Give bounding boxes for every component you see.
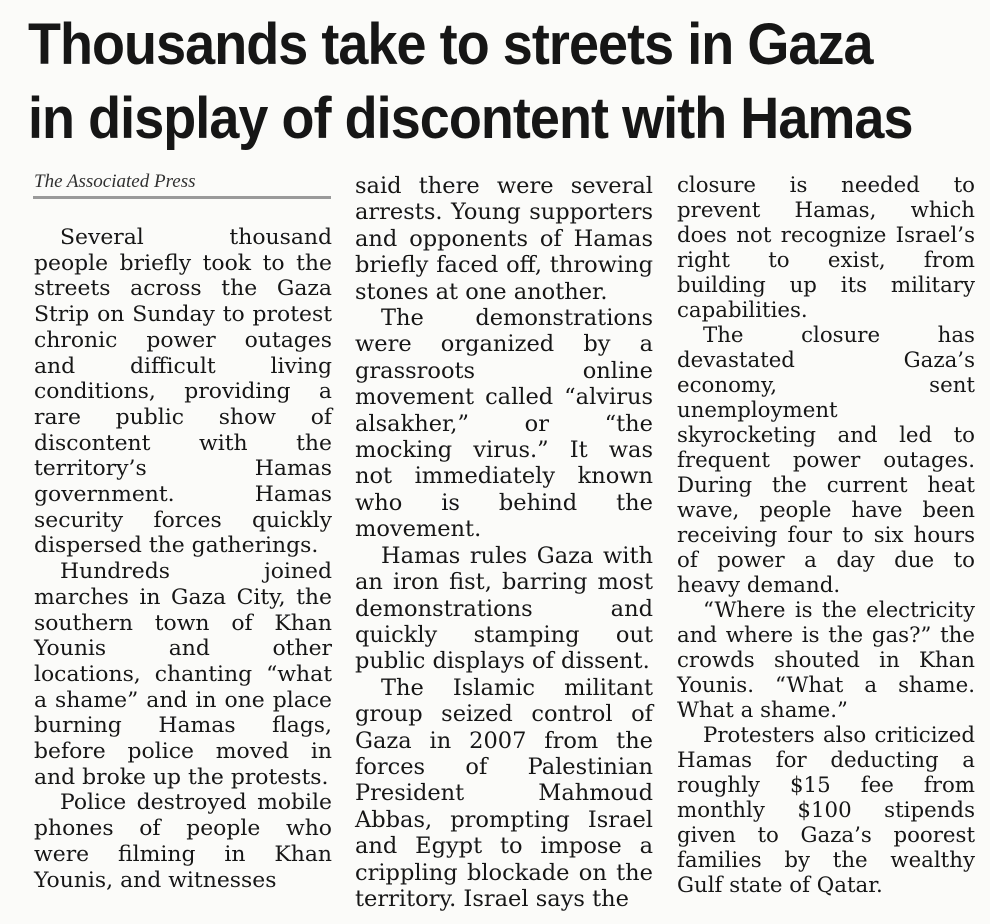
paragraph-5: Hamas rules Gaza with an iron fist, barring most demonstrations and quickly stamping out public displays of dissent. <box>355 542 653 675</box>
headline <box>28 8 912 156</box>
paragraph-3-continued: said there were several arrests. Young supporters and opponents of Hamas briefly faced off, throwing stones at one another. <box>355 173 653 305</box>
column-1 <box>34 225 332 893</box>
byline: The Associated Press <box>34 171 196 192</box>
column-3 <box>677 173 975 898</box>
paragraph-3: Police destroyed mobile phones of people who were filming in Khan Younis, and witnesses <box>34 790 332 893</box>
paragraph-9: Protesters also criticized Hamas for deducting a roughly $15 fee from monthly $100 stipends given to Gaza’s poorest families by the wealthy Gulf state of Qatar. <box>677 723 975 898</box>
paragraph-4: The demonstrations were organized by a grassroots online movement called “alvirus alsakher,” or “the mocking virus.” It was not immediately known who is behind the movement. <box>355 305 653 543</box>
paragraph-6-continued: closure is needed to prevent Hamas, which does not recognize Israel’s right to exist, from building up its military capabilities. <box>677 173 975 323</box>
paragraph-6: The Islamic militant group seized control of Gaza in 2007 from the forces of Palestinian President Mahmoud Abbas, prompting Israel and Egypt to impose a crippling blockade on the territory. Israel says the <box>355 674 653 912</box>
paragraph-8: “Where is the electricity and where is the gas?” the crowds shouted in Khan Younis. “What a shame. What a shame.” <box>677 598 975 723</box>
byline-rule <box>33 196 331 199</box>
paragraph-2: Hundreds joined marches in Gaza City, the southern town of Khan Younis and other locations, chanting “what a shame” and in one place burning Hamas flags, before police moved in and broke up the protests. <box>34 559 332 790</box>
paragraph-7: The closure has devastated Gaza’s economy, sent unemployment skyrocketing and led to frequent power outages. During the current heat wave, people have been receiving four to six hours of power a day due to heavy demand. <box>677 323 975 598</box>
paragraph-1: Several thousand people briefly took to the streets across the Gaza Strip on Sunday to protest chronic power outages and difficult living conditions, providing a rare public show of discontent with the territory’s Hamas government. Hamas security forces quickly dispersed the gatherings. <box>34 225 332 559</box>
column-2 <box>355 173 653 912</box>
headline-line-2: in display of discontent with Hamas <box>28 86 913 151</box>
headline-line-1: Thousands take to streets in Gaza <box>28 12 873 77</box>
